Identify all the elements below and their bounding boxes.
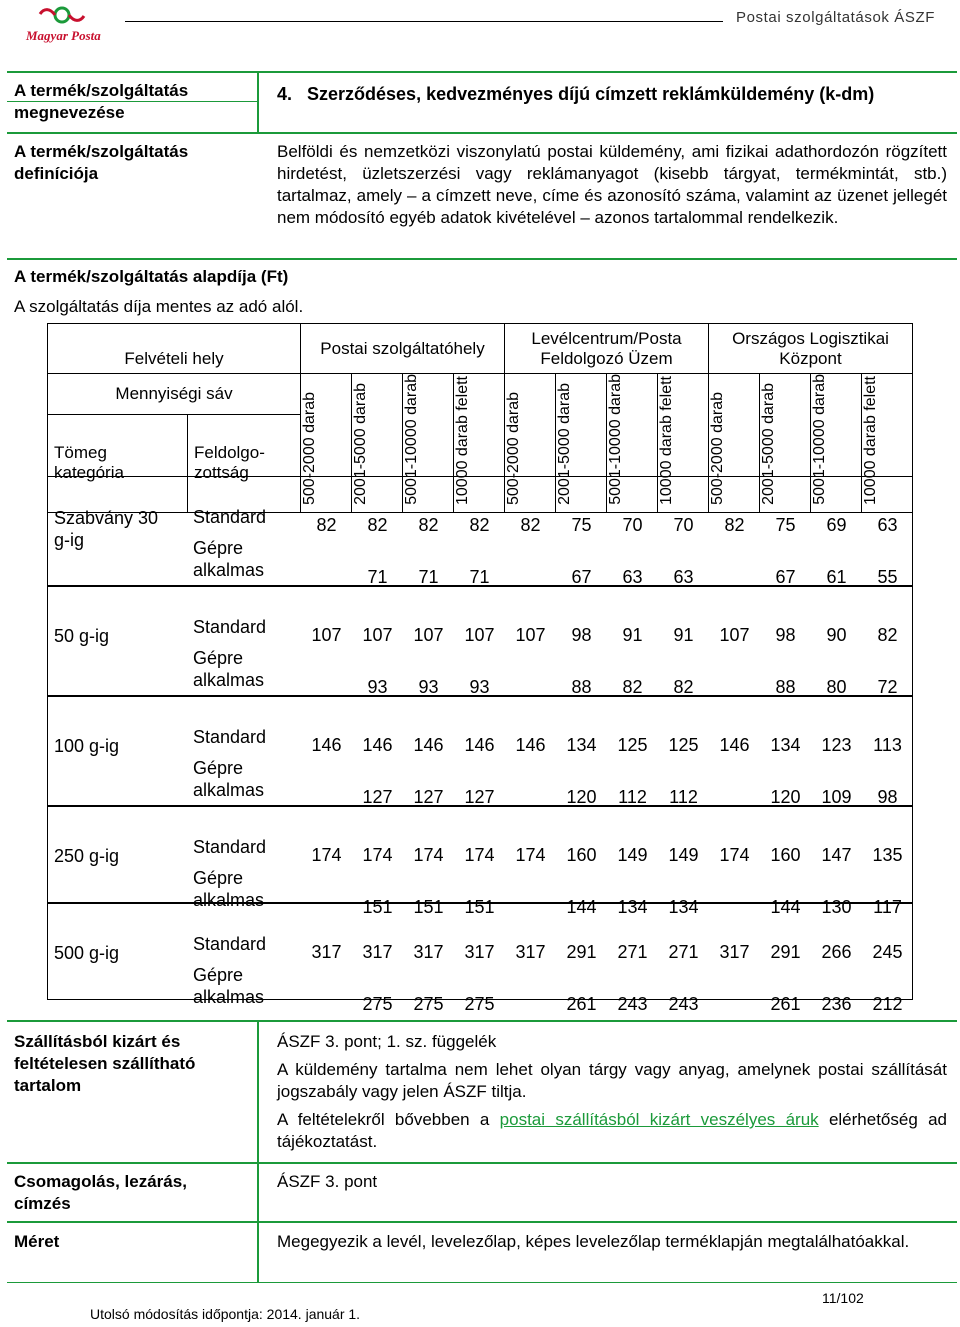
price-standard: 146 xyxy=(719,735,750,755)
band-header: 2001-5000 darab xyxy=(352,382,369,505)
price-standard: 317 xyxy=(311,942,342,962)
weight-category: 250 g-ig xyxy=(54,846,120,866)
pickup-location-header: Felvételi hely xyxy=(48,324,301,374)
weight-category: 500 g-ig xyxy=(54,943,120,963)
price-machine-ready: 261 xyxy=(770,994,801,1014)
price-machine-ready: 55 xyxy=(877,567,898,587)
price-machine-ready: 71 xyxy=(367,567,388,587)
standard-label: Standard xyxy=(193,727,267,747)
price-machine-ready: 93 xyxy=(367,677,388,697)
price-machine-ready: 130 xyxy=(821,897,852,917)
price-machine-ready: 67 xyxy=(571,567,592,587)
price-machine-ready: 93 xyxy=(469,677,490,697)
column-divider xyxy=(257,73,259,133)
price-standard: 147 xyxy=(821,845,852,865)
price-standard: 291 xyxy=(566,942,597,962)
price-machine-ready: 72 xyxy=(877,677,898,697)
price-machine-ready: 117 xyxy=(873,897,902,917)
quantity-band-header: Mennyiségi sáv xyxy=(48,374,301,415)
price-standard: 91 xyxy=(622,625,643,645)
location-header-post-office: Postai szolgáltatóhely xyxy=(301,324,505,374)
price-machine-ready: 112 xyxy=(669,787,698,807)
price-machine-ready: 98 xyxy=(877,787,898,807)
price-standard: 90 xyxy=(826,625,847,645)
band-header: 10000 darab felett xyxy=(658,375,675,505)
price-standard: 174 xyxy=(719,845,750,865)
last-modified: Utolsó módosítás időpontja: 2014. január 1. xyxy=(90,1306,361,1322)
price-machine-ready: 134 xyxy=(668,897,699,917)
price-standard: 107 xyxy=(515,625,546,645)
price-machine-ready: 63 xyxy=(673,567,694,587)
price-machine-ready: 151 xyxy=(413,897,444,917)
price-standard: 174 xyxy=(515,845,546,865)
price-machine-ready: 120 xyxy=(770,787,801,807)
price-row xyxy=(47,806,913,917)
price-machine-ready: 236 xyxy=(821,994,852,1014)
price-standard: 160 xyxy=(770,845,801,865)
price-machine-ready: 144 xyxy=(770,897,801,917)
price-standard: 70 xyxy=(673,515,694,535)
product-definition-text: Belföldi és nemzetközi viszonylatú postai küldemény, ami fizikai adathordozón rögzített hirdetést, üzletszerzési vagy reklámanyagot (kisebb tárgyat, termékmintát, stb.) tartalmaz, amely – a címzett neve, címe és azonosító száma, valamint az üzenet jellegét nem módosító egyéb adatok kivételével – azonos tartalommal rendelkezik. xyxy=(277,142,947,227)
price-row xyxy=(47,696,913,806)
magyar-posta-logo xyxy=(22,4,122,54)
price-machine-ready: 61 xyxy=(826,567,847,587)
price-standard: 149 xyxy=(617,845,648,865)
price-standard: 70 xyxy=(622,515,643,535)
price-standard: 82 xyxy=(316,515,337,535)
price-standard: 146 xyxy=(515,735,546,755)
price-standard: 63 xyxy=(877,515,898,535)
excluded-content-label: Szállításból kizárt és feltételesen szállítható tartalom xyxy=(14,1032,196,1095)
product-name-value: 4. Szerződéses, kedvezményes díjú címzett reklámküldemény (k-dm) xyxy=(277,84,875,104)
price-standard: 174 xyxy=(362,845,393,865)
price-machine-ready: 82 xyxy=(673,677,694,697)
price-standard: 82 xyxy=(877,625,898,645)
section-border xyxy=(7,1162,957,1164)
size-label: Méret xyxy=(14,1232,60,1251)
price-machine-ready: 212 xyxy=(872,994,903,1014)
price-standard: 98 xyxy=(571,625,592,645)
price-standard: 82 xyxy=(469,515,490,535)
section-border xyxy=(7,258,957,260)
band-header: 5001-10000 darab xyxy=(403,374,420,505)
price-standard: 160 xyxy=(566,845,597,865)
price-standard: 123 xyxy=(821,735,852,755)
price-standard: 107 xyxy=(311,625,342,645)
standard-label: Standard xyxy=(193,507,267,527)
price-standard: 317 xyxy=(719,942,750,962)
price-standard: 82 xyxy=(418,515,439,535)
excluded-reference: ÁSZF 3. pont; 1. sz. függelék xyxy=(277,1032,497,1051)
price-machine-ready: 151 xyxy=(464,897,495,917)
section-border xyxy=(7,1020,957,1022)
band-header: 10000 darab felett xyxy=(454,375,471,505)
price-machine-ready: 112 xyxy=(618,787,647,807)
price-standard: 75 xyxy=(571,515,592,535)
price-standard: 125 xyxy=(668,735,699,755)
price-standard: 69 xyxy=(826,515,847,535)
band-header: 2001-5000 darab xyxy=(556,382,573,505)
price-machine-ready: 71 xyxy=(469,567,490,587)
price-standard: 134 xyxy=(566,735,597,755)
price-machine-ready: 127 xyxy=(413,787,444,807)
price-machine-ready: 93 xyxy=(418,677,439,697)
processing-header: Feldolgo-zottság xyxy=(194,443,265,483)
section-border xyxy=(7,132,957,134)
base-fee-label: A termék/szolgáltatás alapdíja (Ft) xyxy=(14,267,289,286)
price-machine-ready: 127 xyxy=(362,787,393,807)
price-standard: 174 xyxy=(311,845,342,865)
price-machine-ready: 120 xyxy=(566,787,597,807)
price-machine-ready: 243 xyxy=(617,994,648,1014)
band-header: 500-2000 darab xyxy=(301,391,318,505)
price-standard: 113 xyxy=(873,735,902,755)
price-machine-ready: 82 xyxy=(622,677,643,697)
price-standard: 317 xyxy=(413,942,444,962)
standard-label: Standard xyxy=(193,617,267,637)
weight-category: Szabvány 30 g-ig xyxy=(54,508,159,550)
price-standard: 266 xyxy=(821,942,852,962)
weight-category: 100 g-ig xyxy=(54,736,120,756)
price-standard: 107 xyxy=(719,625,750,645)
band-header: 5001-10000 darab xyxy=(607,374,624,505)
section-top-border xyxy=(7,71,957,73)
price-standard: 82 xyxy=(520,515,541,535)
price-standard: 134 xyxy=(770,735,801,755)
price-machine-ready: 127 xyxy=(464,787,495,807)
header-divider xyxy=(125,21,723,22)
price-machine-ready: 275 xyxy=(464,994,495,1014)
price-standard: 271 xyxy=(668,942,699,962)
price-machine-ready: 80 xyxy=(826,677,847,697)
logo-text: Magyar Posta xyxy=(26,28,101,43)
price-standard: 91 xyxy=(673,625,694,645)
machine-ready-label: Gépre alkalmas xyxy=(193,758,265,800)
price-standard: 174 xyxy=(413,845,444,865)
price-standard: 75 xyxy=(775,515,796,535)
page-number: 11/102 xyxy=(822,1290,864,1306)
packaging-value: ÁSZF 3. pont xyxy=(277,1172,378,1191)
band-header: 500-2000 darab xyxy=(709,391,726,505)
info-text: elérhetőség ad tájékoztatást. xyxy=(277,1110,948,1151)
price-standard: 98 xyxy=(775,625,796,645)
price-standard: 82 xyxy=(367,515,388,535)
product-name-label: A termék/szolgáltatás megnevezése xyxy=(14,81,189,122)
band-header: 5001-10000 darab xyxy=(811,374,828,505)
price-machine-ready: 261 xyxy=(566,994,597,1014)
price-standard: 135 xyxy=(872,845,903,865)
machine-ready-label: Gépre alkalmas xyxy=(193,538,265,580)
machine-ready-label: Gépre alkalmas xyxy=(193,868,265,910)
price-standard: 107 xyxy=(362,625,393,645)
weight-category-header: Tömeg kategória xyxy=(54,443,124,483)
price-row xyxy=(47,476,913,586)
price-standard: 271 xyxy=(617,942,648,962)
band-header: 500-2000 darab xyxy=(505,391,522,505)
machine-ready-label: Gépre alkalmas xyxy=(193,965,265,1007)
price-machine-ready: 63 xyxy=(622,567,643,587)
price-standard: 82 xyxy=(724,515,745,535)
price-row xyxy=(47,903,913,1014)
price-standard: 174 xyxy=(464,845,495,865)
price-standard: 107 xyxy=(413,625,444,645)
price-standard: 146 xyxy=(362,735,393,755)
location-header-letter-center: Levélcentrum/Posta Feldolgozó Üzem xyxy=(505,324,709,374)
tax-exempt-note: A szolgáltatás díja mentes az adó alól. xyxy=(14,297,304,316)
price-standard: 317 xyxy=(515,942,546,962)
band-header: 10000 darab felett xyxy=(862,375,879,505)
packaging-label: Csomagolás, lezárás, címzés xyxy=(14,1172,187,1213)
price-standard: 146 xyxy=(413,735,444,755)
post-horn-icon xyxy=(22,4,122,30)
price-machine-ready: 88 xyxy=(775,677,796,697)
section-border xyxy=(7,1221,957,1223)
price-standard: 245 xyxy=(872,942,903,962)
standard-label: Standard xyxy=(193,934,267,954)
document-title: Postai szolgáltatások ÁSZF xyxy=(736,9,936,26)
price-standard: 146 xyxy=(311,735,342,755)
price-machine-ready: 144 xyxy=(566,897,597,917)
excluded-info-paragraph xyxy=(277,1109,947,1153)
price-row xyxy=(47,586,913,696)
price-machine-ready: 275 xyxy=(413,994,444,1014)
product-definition-label: A termék/szolgáltatás definíciója xyxy=(14,142,189,183)
price-machine-ready: 151 xyxy=(362,897,393,917)
price-machine-ready: 67 xyxy=(775,567,796,587)
info-text: A feltételekről bővebben a xyxy=(277,1110,500,1129)
price-machine-ready: 243 xyxy=(668,994,699,1014)
machine-ready-label: Gépre alkalmas xyxy=(193,648,265,690)
dangerous-goods-link[interactable]: postai szállításból kizárt veszélyes áruk xyxy=(499,1110,819,1129)
price-machine-ready: 88 xyxy=(571,677,592,697)
price-standard: 146 xyxy=(464,735,495,755)
weight-category: 50 g-ig xyxy=(54,626,110,646)
price-machine-ready: 134 xyxy=(617,897,648,917)
price-machine-ready: 71 xyxy=(418,567,439,587)
price-standard: 317 xyxy=(464,942,495,962)
price-standard: 107 xyxy=(464,625,495,645)
size-value: Megegyezik a levél, levelezőlap, képes levelezőlap terméklapján megtalálhatóakkal. xyxy=(277,1232,910,1251)
excluded-paragraph: A küldemény tartalma nem lehet olyan tárgy vagy anyag, amelynek postai szállítását jogszabály vagy jelen ÁSZF tiltja. xyxy=(277,1060,947,1101)
price-standard: 317 xyxy=(362,942,393,962)
price-standard: 291 xyxy=(770,942,801,962)
price-standard: 125 xyxy=(617,735,648,755)
price-machine-ready: 275 xyxy=(362,994,393,1014)
standard-label: Standard xyxy=(193,837,267,857)
price-machine-ready: 109 xyxy=(821,787,852,807)
column-divider xyxy=(257,1022,259,1282)
price-standard: 149 xyxy=(668,845,699,865)
band-header: 2001-5000 darab xyxy=(760,382,777,505)
location-header-logistics-center: Országos Logisztikai Központ xyxy=(709,324,913,374)
footer-divider xyxy=(7,1282,957,1283)
